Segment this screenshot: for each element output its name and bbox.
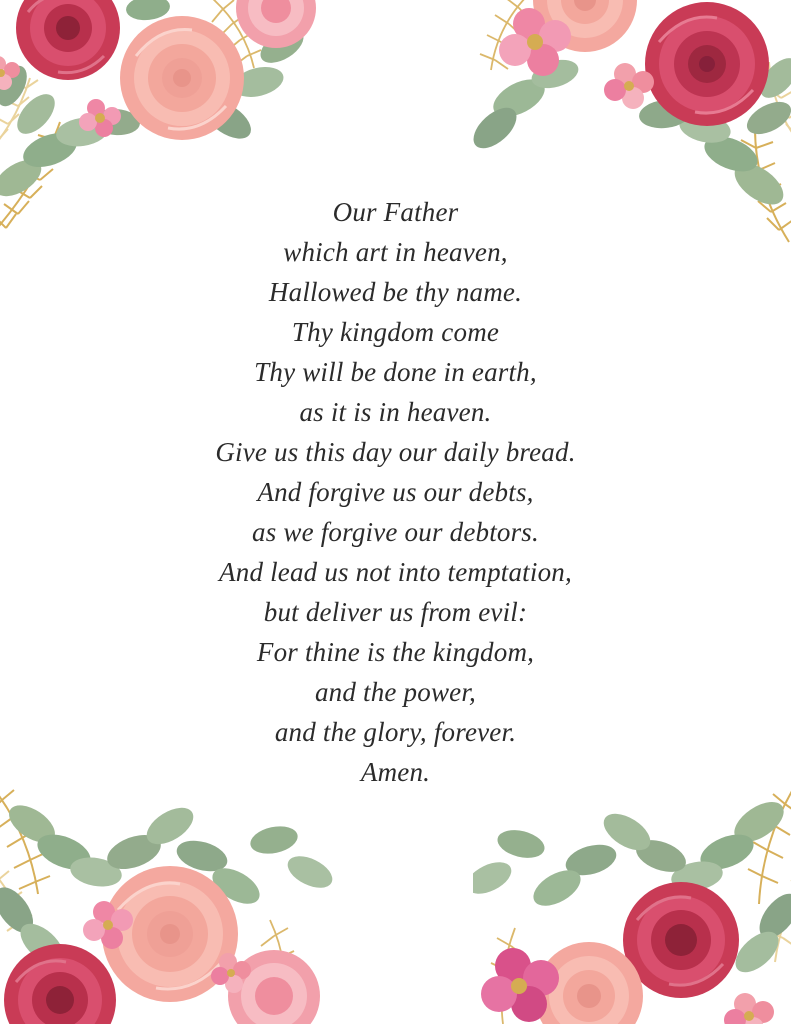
- blossom: [79, 99, 121, 137]
- prayer-line: as it is in heaven.: [299, 397, 492, 427]
- rose-group: [499, 0, 769, 126]
- blossom: [481, 948, 559, 1022]
- prayer-line: and the glory, forever.: [274, 717, 517, 747]
- blossom: [724, 993, 774, 1024]
- prayer-line: And lead us not into temptation,: [219, 557, 572, 587]
- prayer-line: Thy kingdom come: [291, 317, 500, 347]
- prayer-line: which art in heaven,: [283, 237, 508, 267]
- blossom: [604, 63, 654, 109]
- prayer-line: For thine is the kingdom,: [256, 637, 535, 667]
- prayer-line: Our Father: [332, 197, 459, 227]
- blossom: [83, 901, 133, 949]
- prayer-line: and the power,: [314, 677, 477, 707]
- blossom: [499, 8, 571, 76]
- prayer-line: Give us this day our daily bread.: [215, 437, 576, 467]
- blossom: [0, 56, 20, 90]
- prayer-line: as we forgive our debtors.: [252, 517, 539, 547]
- leaf-group: [0, 784, 337, 1012]
- prayer-text-block: [0, 192, 791, 792]
- blossom: [211, 953, 251, 993]
- prayer-line: but deliver us from evil:: [263, 597, 528, 627]
- rose-group: [0, 0, 316, 140]
- prayer-line: Thy will be done in earth,: [254, 357, 537, 387]
- prayer-line: Amen.: [360, 757, 431, 787]
- prayer-line: Hallowed be thy name.: [268, 277, 523, 307]
- leaf-group: [473, 786, 791, 1024]
- prayer-line: And forgive us our debts,: [257, 477, 534, 507]
- rose-group: [481, 882, 774, 1024]
- floral-cluster-bottom-right: [473, 752, 791, 1024]
- rose-group: [4, 866, 320, 1024]
